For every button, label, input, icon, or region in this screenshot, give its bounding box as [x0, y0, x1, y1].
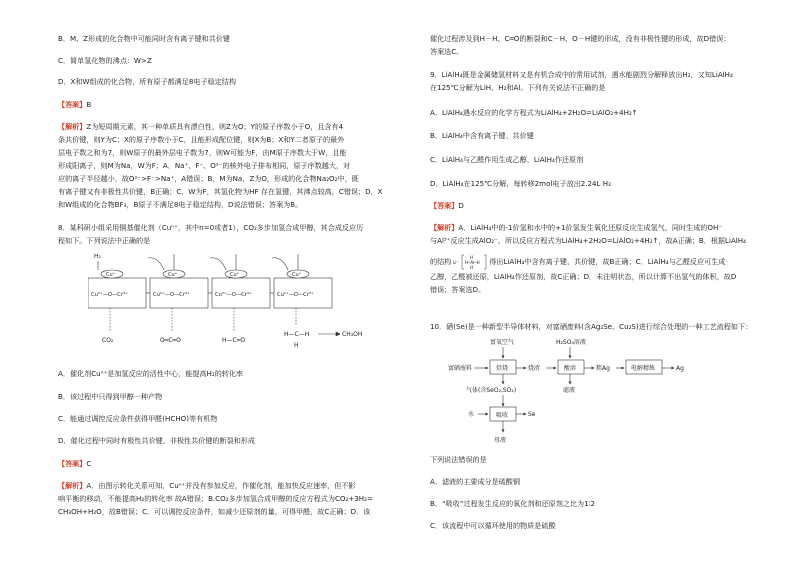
- process-flow-diagram: [448, 336, 738, 448]
- analysis-line: [58, 122, 398, 132]
- analysis-9-line: [430, 254, 770, 270]
- analysis-line: 层电子数之和为7，则W原子的最外层电子数为7，则W可能为F，由M原子序数大于W，且能: [58, 148, 347, 157]
- answer-line: [58, 100, 398, 110]
- analysis-9-line: 错误；答案选D。: [430, 285, 486, 294]
- answer-tag: 【答案】: [58, 100, 87, 109]
- analysis-text: A．LiAlH₄中的-1价氢和水中的+1价氢发生氧化还原反应生成氢气，同时生成的OH⁻: [458, 223, 723, 232]
- analysis-9-line: 与Al³⁺反应生成AlO₂⁻，所以反应方程式为LiAlH₄+2H₂O=LiAlO₂+4H₂↑，故A正确；B．根据LiAlH₄: [430, 236, 746, 245]
- analysis-tag: 【解析】: [430, 223, 459, 232]
- site-label: Cu²⁺—O—Cr³⁺: [153, 292, 190, 298]
- methanol-label: CH₃OH: [342, 331, 363, 338]
- analysis-8-line: [58, 481, 398, 491]
- option-8a: A．催化剂Cuⁿ⁺是加氢反应的活性中心，能提高H₂的转化率: [58, 369, 244, 378]
- question-8-stem: 8．某科研小组采用铜基催化剂（Cuⁿ⁺，其中n=0或者1），CO₂多步加氢合成甲醇，其合成反应历: [58, 223, 364, 232]
- co2-label: CO₂: [102, 337, 114, 344]
- answer-tag: 【答案】: [430, 201, 459, 210]
- svg-text:Li⁺: Li⁺: [453, 260, 459, 265]
- h-label: H: [294, 342, 299, 349]
- analysis-line: 形成阳离子，则M为Na，W为F；A．Na⁺、F⁻、O²⁻的核外电子排布相同，原子序数越大，对: [58, 161, 351, 170]
- flow-se: Se: [528, 411, 536, 418]
- h2-curve-arrow: [272, 258, 288, 270]
- analysis-line: 有离子键又有非极性共价键，B正确；C．W为F，其氢化物为HF 存在氢键，其沸点较高，C错误；D．X: [58, 187, 383, 196]
- option-9b: B．LiAlH₄中含有离子键、共价键: [430, 131, 534, 140]
- answer-tag: 【答案】: [58, 459, 87, 468]
- option-9d: D．LiAlH₄在125℃分解，每转移2mol电子放出2.24L H₂: [430, 179, 611, 188]
- question-8-stem: 程如下。下列说法中正确的是: [58, 236, 151, 245]
- h2-curve-arrow: [148, 258, 164, 270]
- answer-9-value: D: [458, 201, 464, 210]
- analysis-tag: 【解析】: [58, 122, 87, 131]
- cu-label: Cu⁺: [230, 272, 240, 278]
- question-10-prompt: 下列说法错误的是: [430, 455, 487, 464]
- site-label: Cu²⁺—O—Cr³⁺: [215, 292, 252, 298]
- site-label: Cu²⁺—O—Cr³⁺: [277, 292, 314, 298]
- analysis-8-line: CH₃OH+H₂O，故B错误；C．可以调控反应条件，如减少还原剂的量，可得甲醛，故C正确；D．该: [58, 507, 371, 516]
- question-10-stem: 10．硒(Se)是一种新型半导体材料，对富硒废料(含Ag₂Se、Cu₂S)进行综合处理的一种工艺流程如下：: [430, 322, 753, 331]
- flow-ash: 烧渣: [528, 365, 541, 372]
- hco-label: H—C═O: [222, 337, 246, 344]
- analysis-text: 的结构: [430, 257, 452, 266]
- cu-label: Cu⁺: [106, 272, 116, 278]
- flow-refine: 电解精炼: [631, 365, 656, 372]
- analysis-line: 应的离子半径越小，故O²⁻>F⁻>Na⁺，A错误；B．M为Na，Z为O，形成的化合物Na₂O₂中，既: [58, 174, 359, 183]
- svg-text:H: H: [470, 265, 474, 270]
- analysis-9-line: [430, 223, 770, 233]
- answer-9-line: [430, 201, 770, 211]
- option-8d: D．催化过程中同时有极性共价键、非极性共价键的断裂和形成: [58, 436, 255, 445]
- answer-8-line: [58, 459, 398, 469]
- cu-label: Cu⁺: [168, 272, 178, 278]
- option-c: C．简单氢化物的沸点：W>Z: [58, 56, 152, 65]
- arrowhead: [336, 332, 340, 336]
- flow-absorb: 吸收: [496, 412, 509, 419]
- site-label: Cu²⁺—O—Cr³⁺: [91, 292, 128, 298]
- option-b: B．M、Z形成的化合物中可能同时含有离子键和共价键: [58, 34, 230, 43]
- option-8c: C．能通过调控反应条件获得甲醛(HCHO)等有机物: [58, 414, 218, 423]
- flow-roast: 焙烧: [496, 365, 509, 372]
- flow-mother: 母液: [494, 437, 507, 444]
- option-d: D．X和W组成的化合物，所有原子都满足8电子稳定结构: [58, 77, 236, 86]
- analysis-text: A．由图示转化关系可知，Cuⁿ⁺并没有参加反应，作催化剂，能加快反应速率，但不影: [86, 481, 356, 490]
- question-9-stem: 在125℃分解为LiH、H₂和Al。下列有关说法不正确的是: [430, 83, 606, 92]
- answer-8-value: C: [86, 459, 92, 468]
- flow-filtrate: 滤液: [563, 387, 576, 394]
- h2-label: H₂: [94, 253, 101, 260]
- option-9c: C．LiAlH₄与乙醛作用生成乙醇，LiAlH₄作还原剂: [430, 155, 584, 164]
- option-8b: B．该过程中只得到甲醇一种产物: [58, 392, 163, 401]
- option-10c: C．该流程中可以循环使用的物质是硫酸: [430, 521, 556, 530]
- answer-value: B: [86, 100, 92, 109]
- analysis-tag: 【解析】: [58, 481, 87, 490]
- flow-water: 水: [468, 411, 475, 418]
- lialh4-structure: [453, 254, 487, 270]
- cu-label: Cu⁺: [292, 272, 302, 278]
- question-9-stem: 9．LiAlH₄既是金属储氢材料又是有机合成中的常用试剂，遇水能剧烈分解释放出H₂，又知LiAlH₄: [430, 70, 733, 79]
- option-10a: A．滤液的主要成分是硫酸铜: [430, 477, 520, 486]
- hcoh-label: H—C—H: [284, 331, 310, 338]
- option-10b: B．“吸收”过程发生反应的氧化剂和还原剂之比为1∶2: [430, 499, 595, 508]
- svg-text:H: H: [470, 255, 474, 260]
- h2-curve-arrow: [210, 258, 226, 270]
- flow-feed: 富硒废料: [448, 365, 473, 372]
- flow-h2so4: H₂SO₄溶液: [556, 339, 586, 346]
- analysis-9-line: 乙醇，乙醛被还原，LiAlH₄作还原剂，故C正确；D．未注明状态，所以计算不出氢气的体积，故D: [430, 272, 737, 281]
- analysis-text: Z为短周期元素，其一种单质具有漂白性，则Z为O；Y的原子序数小于O，且含有4: [86, 122, 344, 131]
- flow-gas: 气体(含SeO₂,SO₂): [466, 387, 517, 394]
- flow-crude: 粗Ag: [596, 365, 610, 372]
- svg-text:H─Al─H: H─Al─H: [465, 260, 480, 265]
- analysis-continued: 催化过程涉及到H－H、C═O的断裂和C－H、O－H键的形成，没有非极性键的形成，故D错误；: [430, 34, 731, 43]
- analysis-8-line: 响平衡的移动，不能提高H₂的转化率 故A错误；B.CO₂多步加氢合成甲醇的反应方程式为CO₂+3H₂=: [58, 494, 373, 503]
- mechanism-diagram: [88, 250, 388, 360]
- option-9a: A．LiAlH₄遇水反应的化学方程式为LiAlH₄+2H₂O=LiAlO₂+4H₂↑: [430, 108, 638, 117]
- analysis-line: 条共价键，则Y为C；X的原子序数小于C，且能形成配位键，则X为B；X和Y二者原子的最外: [58, 135, 345, 144]
- analysis-line: 和W组成的化合物BF₃，B原子不满足8电子稳定结构，D说法错误；答案为B。: [58, 200, 303, 209]
- oco-label: O═C═O: [160, 337, 181, 344]
- flow-ag: Ag: [676, 365, 684, 372]
- flow-leach: 酸溶: [564, 365, 577, 372]
- analysis-text: 得出LiAlH₄中含有离子键、共价键，故B正确；C．LiAlH₄与乙醛反应可生成: [489, 257, 726, 266]
- analysis-continued: 答案选C。: [430, 47, 464, 56]
- flow-air: 富氧空气: [490, 339, 515, 346]
